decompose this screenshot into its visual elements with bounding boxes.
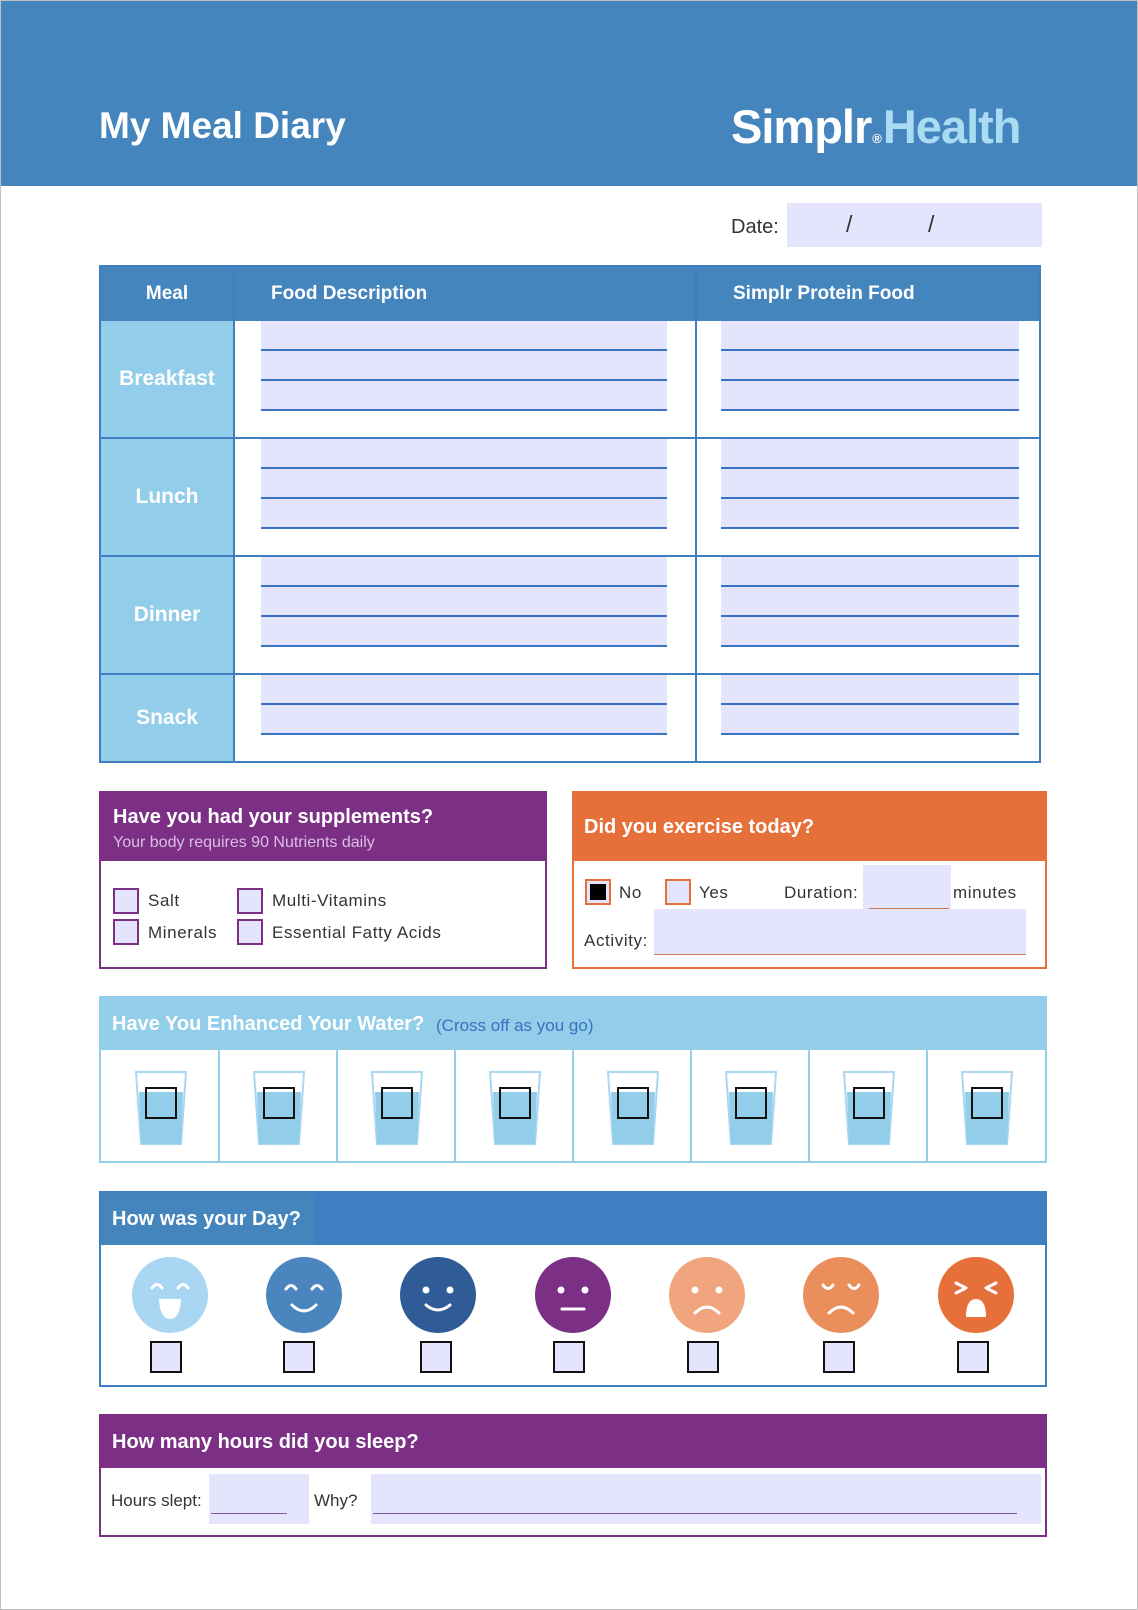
yes-label: Yes bbox=[699, 883, 729, 902]
salt-label: Salt bbox=[148, 891, 180, 910]
day-header bbox=[101, 1193, 1045, 1245]
essential-fatty-acids-label: Essential Fatty Acids bbox=[272, 923, 442, 942]
crying-face-icon bbox=[938, 1257, 1014, 1333]
breakfast-food-description-field[interactable] bbox=[261, 321, 667, 411]
water-title: Have You Enhanced Your Water? bbox=[112, 1013, 425, 1035]
water-glass-cell bbox=[337, 1050, 455, 1161]
supplements-section bbox=[99, 791, 547, 969]
multi-vitamins-checkbox[interactable] bbox=[237, 888, 263, 914]
very-happy-checkbox[interactable] bbox=[150, 1341, 182, 1373]
hours-slept-field[interactable] bbox=[209, 1474, 309, 1524]
sleep-title: How many hours did you sleep? bbox=[112, 1431, 419, 1453]
why-field[interactable] bbox=[371, 1474, 1041, 1524]
sleep-section bbox=[99, 1414, 1047, 1537]
duration-field[interactable] bbox=[863, 865, 951, 909]
no-checkbox[interactable] bbox=[585, 879, 611, 905]
water-glass-checkbox[interactable] bbox=[971, 1087, 1003, 1119]
meal-table bbox=[99, 265, 1041, 763]
neutral-face-icon bbox=[535, 1257, 611, 1333]
water-glass-checkbox[interactable] bbox=[381, 1087, 413, 1119]
neutral-checkbox[interactable] bbox=[553, 1341, 585, 1373]
meal-label-lunch: Lunch bbox=[101, 439, 233, 555]
water-subtitle: (Cross off as you go) bbox=[436, 1016, 594, 1035]
day-rating-section bbox=[99, 1191, 1047, 1387]
unhappy-checkbox[interactable] bbox=[823, 1341, 855, 1373]
water-glass-cell bbox=[691, 1050, 809, 1161]
salt-checkbox[interactable] bbox=[113, 888, 139, 914]
water-glass-checkbox[interactable] bbox=[617, 1087, 649, 1119]
duration-label: Duration: bbox=[784, 883, 859, 902]
water-glass-checkbox[interactable] bbox=[263, 1087, 295, 1119]
column-divider bbox=[233, 267, 235, 761]
dinner-food-description-field[interactable] bbox=[261, 557, 667, 647]
minerals-checkbox[interactable] bbox=[113, 919, 139, 945]
water-glass-cell bbox=[809, 1050, 927, 1161]
meal-label-snack: Snack bbox=[101, 675, 233, 761]
content-checkbox[interactable] bbox=[420, 1341, 452, 1373]
day-title: How was your Day? bbox=[112, 1208, 301, 1230]
water-glass-checkbox[interactable] bbox=[499, 1087, 531, 1119]
water-glass-checkbox[interactable] bbox=[735, 1087, 767, 1119]
dinner-protein-food-field[interactable] bbox=[721, 557, 1019, 647]
exercise-header bbox=[574, 793, 1045, 861]
simplr-health-logo: Simplr®Health bbox=[731, 100, 1021, 153]
exercise-title: Did you exercise today? bbox=[584, 816, 815, 838]
meal-label-breakfast: Breakfast bbox=[101, 321, 233, 437]
sad-face-icon bbox=[669, 1257, 745, 1333]
activity-label: Activity: bbox=[584, 931, 648, 950]
water-section bbox=[99, 996, 1047, 1163]
water-glass-cell bbox=[455, 1050, 573, 1161]
exercise-section bbox=[572, 791, 1047, 969]
very-happy-face-icon bbox=[132, 1257, 208, 1333]
page-title: My Meal Diary bbox=[99, 105, 346, 146]
content-face-icon bbox=[400, 1257, 476, 1333]
sad-checkbox[interactable] bbox=[687, 1341, 719, 1373]
date-label: Date: bbox=[731, 216, 779, 238]
header-banner bbox=[1, 1, 1137, 186]
breakfast-protein-food-field[interactable] bbox=[721, 321, 1019, 411]
lunch-protein-food-field[interactable] bbox=[721, 439, 1019, 529]
column-header-meal: Meal bbox=[101, 267, 233, 321]
column-header-food-description: Food Description bbox=[235, 267, 695, 321]
supplements-header bbox=[101, 793, 545, 861]
multi-vitamins-label: Multi-Vitamins bbox=[272, 891, 387, 910]
essential-fatty-acids-checkbox[interactable] bbox=[237, 919, 263, 945]
minerals-label: Minerals bbox=[148, 923, 218, 942]
happy-face-icon bbox=[266, 1257, 342, 1333]
supplements-subtitle: Your body requires 90 Nutrients daily bbox=[113, 834, 375, 851]
water-glass-cell bbox=[927, 1050, 1045, 1161]
water-glass-cell bbox=[573, 1050, 691, 1161]
sleep-header bbox=[101, 1416, 1045, 1468]
column-header-simplr-protein-food: Simplr Protein Food bbox=[697, 267, 1039, 321]
snack-food-description-field[interactable] bbox=[261, 675, 667, 735]
date-separator: / bbox=[928, 211, 935, 237]
date-field[interactable] bbox=[787, 203, 1042, 247]
no-label: No bbox=[619, 883, 642, 902]
water-glass-checkbox[interactable] bbox=[145, 1087, 177, 1119]
meal-label-dinner: Dinner bbox=[101, 557, 233, 673]
water-glass-cell bbox=[219, 1050, 337, 1161]
happy-checkbox[interactable] bbox=[283, 1341, 315, 1373]
minutes-label: minutes bbox=[953, 883, 1017, 902]
hours-slept-label: Hours slept: bbox=[111, 1491, 202, 1510]
activity-field[interactable] bbox=[654, 909, 1026, 955]
yes-checkbox[interactable] bbox=[665, 879, 691, 905]
date-separator: / bbox=[846, 211, 853, 237]
water-header bbox=[101, 998, 1045, 1050]
snack-protein-food-field[interactable] bbox=[721, 675, 1019, 735]
supplements-title: Have you had your supplements? bbox=[113, 806, 434, 828]
water-glass-cell bbox=[101, 1050, 219, 1161]
crying-checkbox[interactable] bbox=[957, 1341, 989, 1373]
why-label: Why? bbox=[314, 1491, 358, 1510]
water-glass-checkbox[interactable] bbox=[853, 1087, 885, 1119]
unhappy-face-icon bbox=[803, 1257, 879, 1333]
lunch-food-description-field[interactable] bbox=[261, 439, 667, 529]
column-divider bbox=[695, 267, 697, 761]
